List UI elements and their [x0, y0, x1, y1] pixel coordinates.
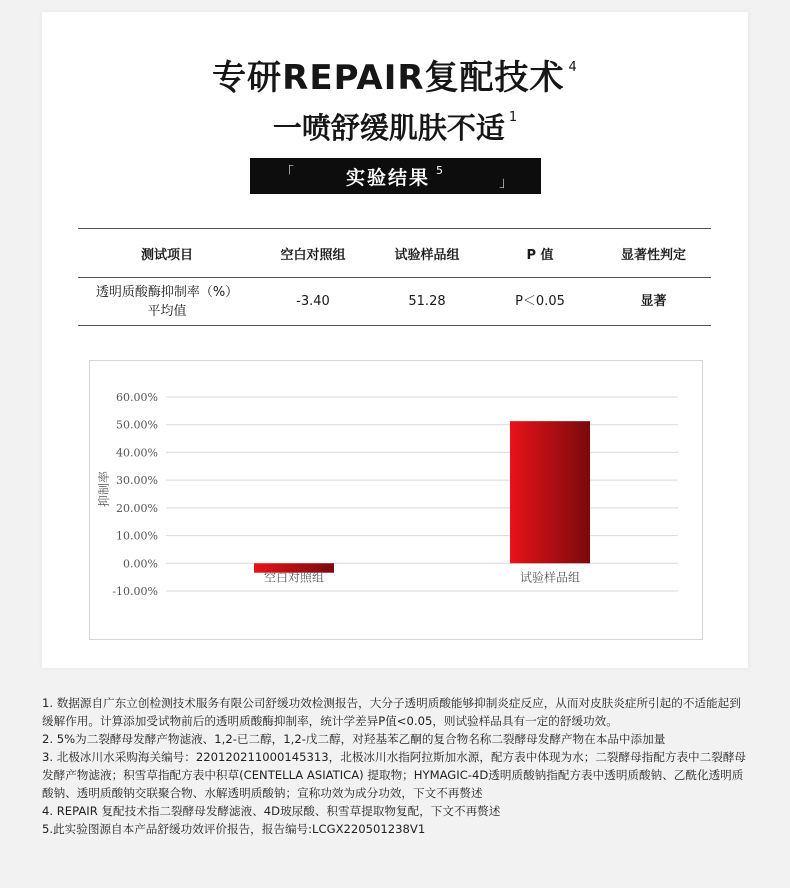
- y-tick-label: 40.00%: [116, 446, 158, 460]
- y-tick-label: 0.00%: [123, 557, 158, 571]
- test-item-line2: 平均值: [147, 303, 187, 319]
- bar: [510, 421, 590, 563]
- footnote-5: 5.此实验图源自本产品舒缓功效评价报告，报告编号:LCGX220501238V1: [42, 822, 426, 836]
- headline-text: 专研REPAIR复配技术: [212, 58, 565, 98]
- cell-test-item: [78, 278, 256, 326]
- cell-sample-value: 51.28: [370, 278, 484, 326]
- y-tick-label: 50.00%: [116, 418, 158, 432]
- content-card: [42, 12, 748, 668]
- x-category-label: 试验样品组: [519, 570, 581, 585]
- header-p-value: P 值: [484, 229, 596, 278]
- y-tick-label: 30.00%: [116, 474, 158, 488]
- footnote-1: 1. 数据源自广东立创检测技术服务有限公司舒缓功效检测报告，大分子透明质酸能够抑制炎症反应，从而对皮肤炎症所引起的不适能起到缓解作用。计算添加受试物前后的透明质酸酶抑制率，统计学差异P值<0.05，则试验样品具有一定的舒缓功效。: [42, 696, 741, 728]
- test-item-line1: 透明质酸酶抑制率（%）: [95, 284, 239, 300]
- chart-panel: [89, 360, 703, 640]
- results-badge-label: 实验结果: [345, 166, 430, 189]
- right-corner-bracket: 」: [499, 175, 515, 191]
- footnote-4: 4. REPAIR 复配技术指二裂酵母发酵滤液、4D玻尿酸、积雪草提取物复配，下文不再赘述: [42, 804, 501, 818]
- header-blank-group: 空白对照组: [256, 229, 370, 278]
- y-axis-label: 抑制率: [97, 470, 111, 508]
- inhibition-rate-bar-chart: [90, 361, 702, 639]
- footnote-2: 2. 5%为二裂酵母发酵产物滤液、1,2-已二醇，1,2-戊二醇，对羟基苯乙酮的复合物名称二裂酵母发酵产物在本品中添加量: [42, 732, 666, 746]
- y-tick-label: 60.00%: [116, 391, 158, 404]
- x-category-label: 空白对照组: [263, 570, 325, 585]
- results-badge-footnote-ref: 5: [436, 163, 445, 177]
- left-corner-bracket: 「: [280, 165, 296, 181]
- subheadline-text: 一喷舒缓肌肤不适: [272, 111, 505, 145]
- headline: [42, 50, 748, 99]
- table-header-row: [78, 229, 711, 278]
- footnotes: [42, 694, 748, 838]
- cell-significance: 显著: [596, 278, 711, 326]
- header-significance: 显著性判定: [596, 229, 711, 278]
- table-row: [78, 278, 711, 326]
- y-tick-label: -10.00%: [112, 585, 158, 598]
- y-tick-label: 20.00%: [116, 501, 158, 515]
- headline-footnote-ref: 4: [568, 59, 578, 75]
- header-test-item: 测试项目: [78, 229, 256, 278]
- subheadline-footnote-ref: 1: [508, 110, 518, 126]
- footnote-3: 3. 北极冰川水采购海关编号：220120211000145313，北极冰川水指阿拉斯加水源，配方表中体现为水；二裂酵母指配方表中二裂酵母发酵产物滤液；积雪草指配方表中积草(CENTELLA ASIATICA) 提取物；HYMAGIC-4D透明质酸钠指配方表中透明质酸钠、乙酰化透明质酸钠、透明质酸钠交联聚合物、水解透明质酸钠；宣称功效为成分功效，下文不再赘述: [42, 750, 747, 800]
- header-sample-group: 试验样品组: [370, 229, 484, 278]
- y-tick-label: 10.00%: [116, 529, 158, 543]
- results-table: [78, 228, 711, 326]
- results-badge: [250, 158, 541, 194]
- cell-p-value: P＜0.05: [484, 278, 596, 326]
- cell-blank-value: -3.40: [256, 278, 370, 326]
- subheadline: [42, 106, 748, 147]
